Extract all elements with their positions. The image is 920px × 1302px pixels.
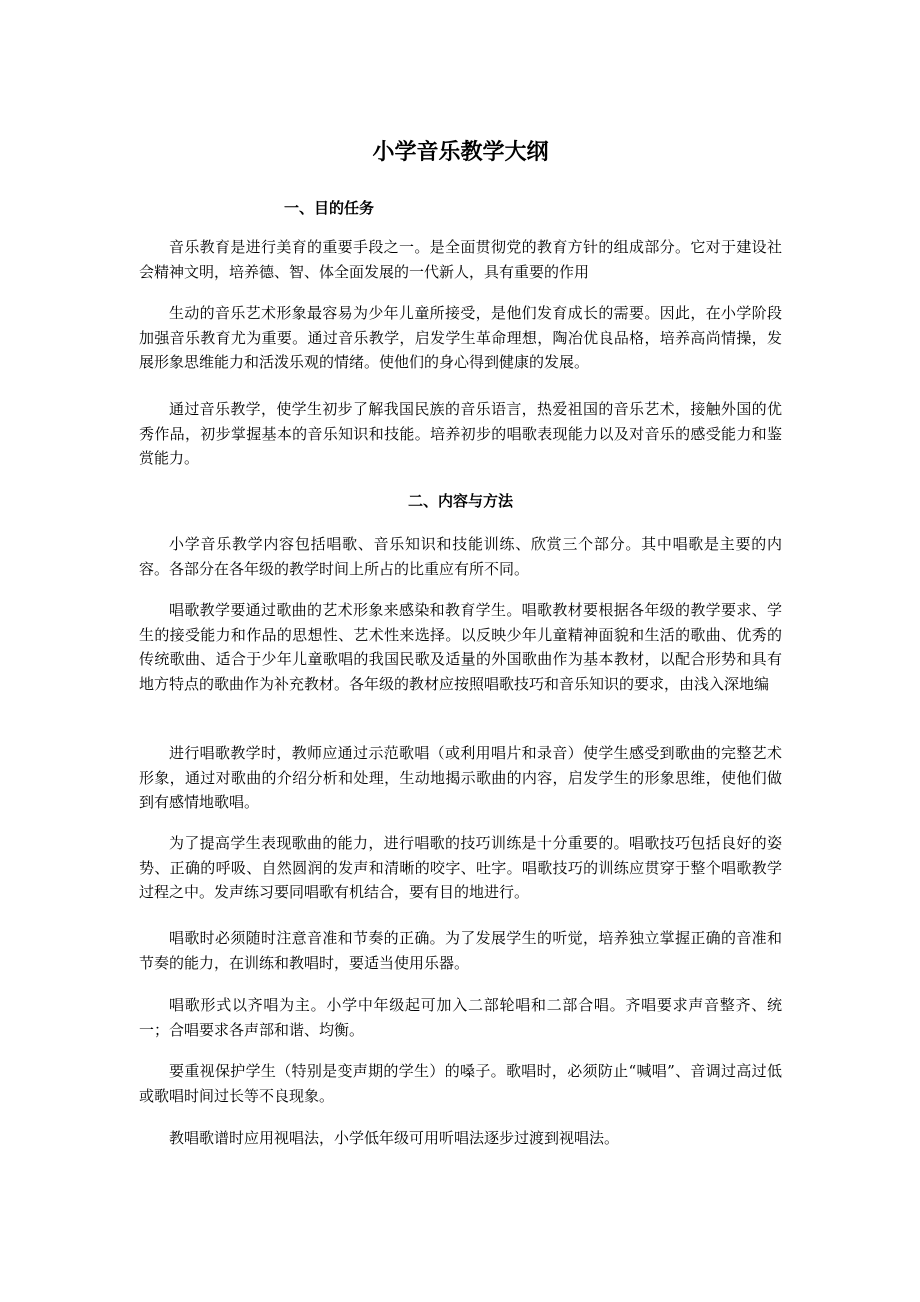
paragraph: 要重视保护学生（特别是变声期的学生）的嗓子。歌唱时，必须防止“喊唱”、音调过高过低或歌唱时间过长等不良现象。: [139, 1062, 782, 1105]
paragraph: 为了提高学生表现歌曲的能力，进行唱歌的技巧训练是十分重要的。唱歌技巧包括良好的姿势、正确的呼吸、自然圆润的发声和清晰的咬字、吐字。唱歌技巧的训练应贯穿于整个唱歌教学过程之中。发声练习要同唱歌有机结合，要有目的地进行。: [139, 834, 782, 901]
paragraph: 通过音乐教学，使学生初步了解我国民族的音乐语言，热爱祖国的音乐艺术，接触外国的优秀作品，初步掌握基本的音乐知识和技能。培养初步的唱歌表现能力以及对音乐的感受能力和鉴赏能力。: [139, 400, 782, 467]
paragraph: 唱歌形式以齐唱为主。小学中年级起可加入二部轮唱和二部合唱。齐唱要求声音整齐、统一；合唱要求各声部和谐、均衡。: [139, 996, 782, 1039]
section-heading-content-methods: 二、内容与方法: [407, 492, 513, 510]
paragraph: 生动的音乐艺术形象最容易为少年儿童所接受，是他们发育成长的需要。因此，在小学阶段加强音乐教育尤为重要。通过音乐教学，启发学生革命理想，陶冶优良品格，培养高尚情操，发展形象思维能力和活泼乐观的情绪。使他们的身心得到健康的发展。: [139, 304, 782, 371]
paragraph: 教唱歌谱时应用视唱法，小学低年级可用听唱法逐步过渡到视唱法。: [169, 1129, 620, 1147]
paragraph: 唱歌教学要通过歌曲的艺术形象来感染和教育学生。唱歌教材要根据各年级的教学要求、学生的接受能力和作品的思想性、艺术性来选择。以反映少年儿童精神面貌和生活的歌曲、优秀的传统歌曲、适合于少年儿童歌唱的我国民歌及适量的外国歌曲作为基本教材，以配合形势和具有地方特点的歌曲作为补充教材。各年级的教材应按照唱歌技巧和音乐知识的要求，由浅入深地编: [139, 601, 782, 693]
paragraph: 音乐教育是进行美育的重要手段之一。是全面贯彻党的教育方针的组成部分。它对于建设社会精神文明，培养德、智、体全面发展的一代新人，具有重要的作用: [139, 238, 782, 281]
page-title: 小学音乐教学大纲: [372, 140, 549, 165]
paragraph: 小学音乐教学内容包括唱歌、音乐知识和技能训练、欣赏三个部分。其中唱歌是主要的内容。各部分在各年级的教学时间上所占的比重应有所不同。: [139, 535, 782, 578]
paragraph: 进行唱歌教学时，教师应通过示范歌唱（或利用唱片和录音）使学生感受到歌曲的完整艺术形象，通过对歌曲的介绍分析和处理，生动地揭示歌曲的内容，启发学生的形象思维，使他们做到有感情地歌唱。: [139, 744, 782, 811]
paragraph: 唱歌时必须随时注意音准和节奏的正确。为了发展学生的听觉，培养独立掌握正确的音准和节奏的能力，在训练和教唱时，要适当使用乐器。: [139, 929, 782, 972]
section-heading-purpose: 一、目的任务: [284, 199, 375, 217]
